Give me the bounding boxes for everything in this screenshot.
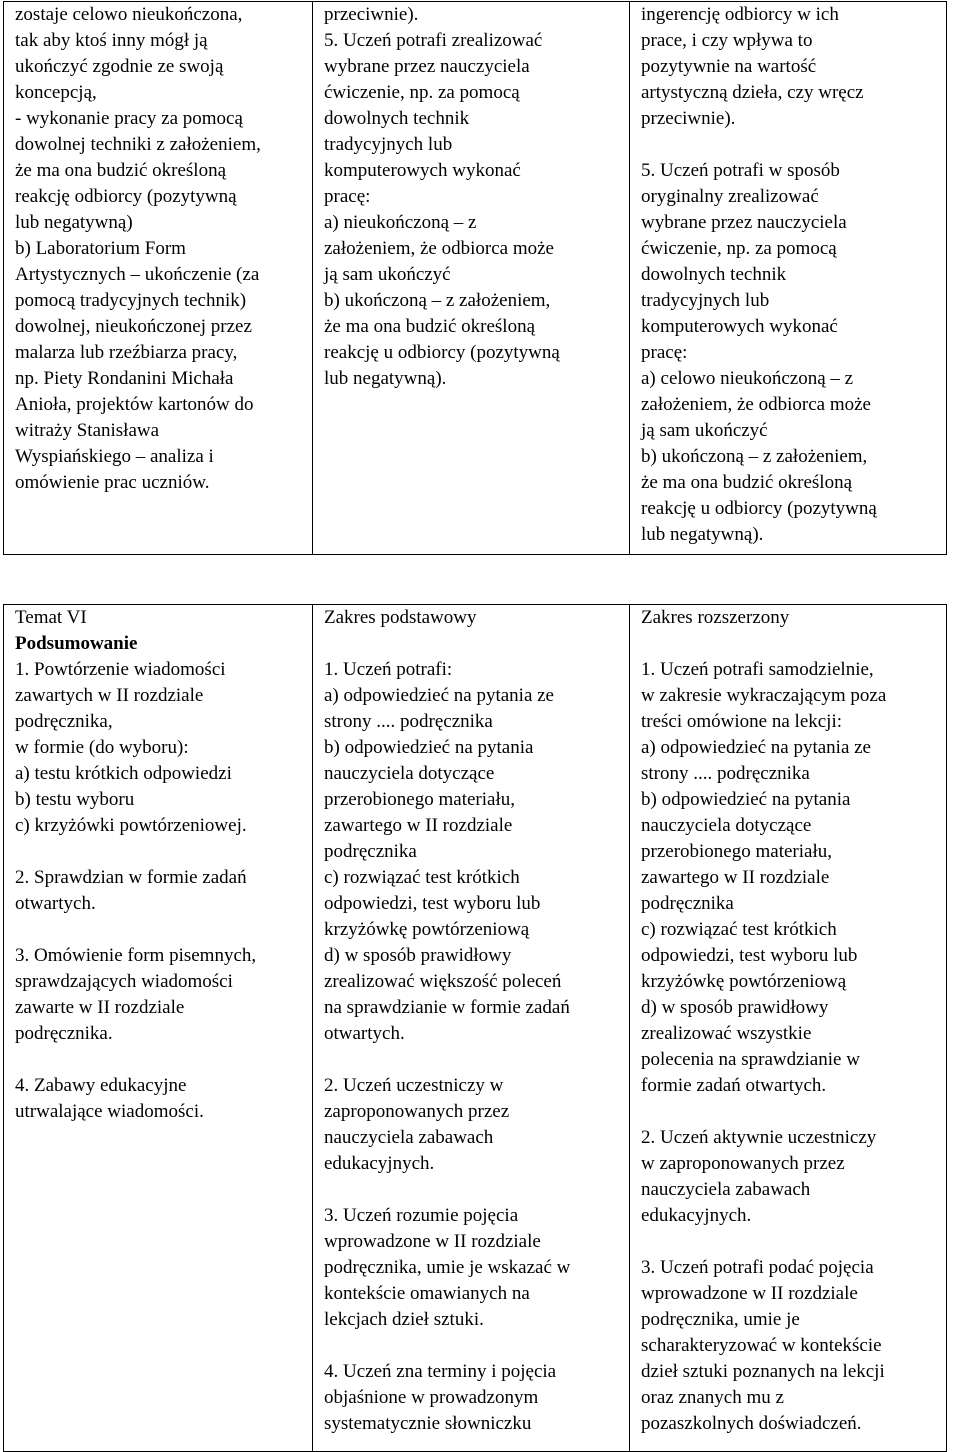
text-line: 5. Uczeń potrafi zrealizować — [324, 30, 543, 51]
text-line: dowolnych technik — [324, 108, 470, 129]
text-line: artystyczną dzieła, czy wręcz — [641, 82, 864, 103]
text-line: sprawdzających wiadomości — [15, 971, 233, 992]
cell-text — [15, 657, 304, 839]
curriculum-table-topic-vi — [3, 604, 947, 1452]
table-row — [4, 2, 947, 555]
text-line: nauczyciela dotyczące — [324, 763, 495, 784]
text-line: omówienie prac uczniów. — [15, 472, 210, 493]
text-line: systematycznie słowniczku — [324, 1413, 532, 1434]
text-line: np. Piety Rondanini Michała — [15, 368, 234, 389]
text-line: przeciwnie). — [324, 4, 419, 25]
text-line: nauczyciela zabawach — [324, 1127, 494, 1148]
text-line: formie zadań otwartych. — [641, 1075, 827, 1096]
text-line: a) odpowiedzieć na pytania ze — [324, 685, 554, 706]
text-line: Anioła, projektów kartonów do — [15, 394, 254, 415]
text-line: malarza lub rzeźbiarza pracy, — [15, 342, 238, 363]
text-line: tak aby ktoś inny mógł ją — [15, 30, 208, 51]
text-line: treści omówione na lekcji: — [641, 711, 843, 732]
text-line: pracę: — [641, 342, 688, 363]
text-line: Wyspiańskiego – analiza i — [15, 446, 214, 467]
text-line: 5. Uczeń potrafi w sposób — [641, 160, 840, 181]
text-line: zawartego w II rozdziale — [324, 815, 513, 836]
text-line: pozaszkolnych doświadczeń. — [641, 1413, 862, 1434]
text-line: edukacyjnych. — [324, 1153, 435, 1174]
text-line: 4. Zabawy edukacyjne — [15, 1075, 187, 1096]
text-line: strony .... podręcznika — [324, 711, 493, 732]
cell-text — [641, 158, 938, 548]
text-line: odpowiedzi, test wyboru lub — [641, 945, 858, 966]
text-line: podręcznika, umie je — [641, 1309, 800, 1330]
topic-title: Podsumowanie — [15, 633, 138, 654]
text-line: c) rozwiązać test krótkich — [324, 867, 520, 888]
cell-text — [641, 2, 938, 132]
text-line: 1. Uczeń potrafi samodzielnie, — [641, 659, 874, 680]
text-line: zawartego w II rozdziale — [641, 867, 830, 888]
basic-scope-cell — [313, 2, 630, 555]
text-line: zostaje celowo nieukończona, — [15, 4, 243, 25]
text-line: ingerencję odbiorcy w ich — [641, 4, 839, 25]
text-line: - wykonanie pracy za pomocą — [15, 108, 243, 129]
text-line: zrealizować większość poleceń — [324, 971, 562, 992]
text-line: założeniem, że odbiorca może — [641, 394, 871, 415]
text-line: że ma ona budzić określoną — [641, 472, 853, 493]
curriculum-table-continued — [3, 1, 947, 555]
text-line: wprowadzone w II rozdziale — [641, 1283, 858, 1304]
text-line: w formie (do wyboru): — [15, 737, 189, 758]
text-line: 4. Uczeń zna terminy i pojęcia — [324, 1361, 557, 1382]
text-line: komputerowych wykonać — [324, 160, 521, 181]
text-line: reakcję odbiorcy (pozytywną — [15, 186, 237, 207]
text-line: wprowadzone w II rozdziale — [324, 1231, 541, 1252]
text-line: zawartych w II rozdziale — [15, 685, 204, 706]
text-line: otwartych. — [324, 1023, 405, 1044]
text-line: lub negatywną). — [641, 524, 764, 545]
text-line: w zaproponowanych przez — [641, 1153, 845, 1174]
text-line: lekcjach dzieł sztuki. — [324, 1309, 484, 1330]
text-line: 1. Uczeń potrafi: — [324, 659, 453, 680]
text-line: 1. Powtórzenie wiadomości — [15, 659, 226, 680]
text-line: dowolnej, nieukończonej przez — [15, 316, 252, 337]
text-line: przerobionego materiału, — [324, 789, 515, 810]
text-line: b) ukończoną – z założeniem, — [641, 446, 868, 467]
cell-text — [15, 865, 304, 917]
text-line: 3. Uczeń potrafi podać pojęcia — [641, 1257, 874, 1278]
text-line: podręcznika, — [15, 711, 113, 732]
text-line: reakcję u odbiorcy (pozytywną — [324, 342, 560, 363]
cell-text — [324, 2, 621, 392]
text-line: że ma ona budzić określoną — [15, 160, 227, 181]
text-line: pozytywnie na wartość — [641, 56, 817, 77]
text-line: witraży Stanisława — [15, 420, 160, 441]
text-line: zaproponowanych przez — [324, 1101, 510, 1122]
text-line: odpowiedzi, test wyboru lub — [324, 893, 541, 914]
text-line: ćwiczenie, np. za pomocą — [324, 82, 520, 103]
text-line: scharakteryzować w kontekście — [641, 1335, 882, 1356]
text-line: strony .... podręcznika — [641, 763, 810, 784]
text-line: utrwalające wiadomości. — [15, 1101, 204, 1122]
text-line: wybrane przez nauczyciela — [641, 212, 847, 233]
text-line: podręcznika. — [15, 1023, 113, 1044]
text-line: c) rozwiązać test krótkich — [641, 919, 837, 940]
extended-scope-cell — [630, 2, 947, 555]
text-line: krzyżówkę powtórzeniową — [641, 971, 847, 992]
cell-text — [15, 2, 304, 496]
cell-text — [641, 1255, 938, 1437]
text-line: lub negatywną). — [324, 368, 447, 389]
text-line: zrealizować wszystkie — [641, 1023, 812, 1044]
topic-cell — [4, 605, 313, 1452]
table-row — [4, 605, 947, 1452]
text-line: podręcznika, umie je wskazać w — [324, 1257, 571, 1278]
text-line: nauczyciela dotyczące — [641, 815, 812, 836]
text-line: a) testu krótkich odpowiedzi — [15, 763, 232, 784]
text-line: b) odpowiedzieć na pytania — [641, 789, 851, 810]
text-line: b) Laboratorium Form — [15, 238, 186, 259]
cell-text — [15, 943, 304, 1047]
text-line: lub negatywną) — [15, 212, 133, 233]
text-line: w zakresie wykraczającym poza — [641, 685, 887, 706]
text-line: podręcznika — [641, 893, 734, 914]
text-line: Artystycznych – ukończenie (za — [15, 264, 260, 285]
text-line: a) nieukończoną – z — [324, 212, 477, 233]
text-line: prace, i czy wpływa to — [641, 30, 813, 51]
text-line: reakcję u odbiorcy (pozytywną — [641, 498, 877, 519]
extended-scope-cell — [630, 605, 947, 1452]
text-line: ją sam ukończyć — [641, 420, 768, 441]
text-line: ćwiczenie, np. za pomocą — [641, 238, 837, 259]
text-line: że ma ona budzić określoną — [324, 316, 536, 337]
text-line: 2. Sprawdzian w formie zadań — [15, 867, 247, 888]
cell-text — [641, 657, 938, 1099]
column-heading: Zakres podstawowy — [324, 607, 477, 628]
column-heading: Zakres rozszerzony — [641, 607, 790, 628]
text-line: ukończyć zgodnie ze swoją — [15, 56, 224, 77]
text-line: kontekście omawianych na — [324, 1283, 530, 1304]
text-line: tradycyjnych lub — [324, 134, 453, 155]
text-line: dzieł sztuki poznanych na lekcji — [641, 1361, 885, 1382]
text-line: zawarte w II rozdziale — [15, 997, 185, 1018]
cell-text — [324, 1359, 621, 1437]
text-line: 2. Uczeń aktywnie uczestniczy — [641, 1127, 877, 1148]
text-line: krzyżówkę powtórzeniową — [324, 919, 530, 940]
text-line: pracę: — [324, 186, 371, 207]
topic-heading: Temat VI — [15, 607, 87, 628]
cell-text — [324, 1203, 621, 1333]
cell-text — [324, 1073, 621, 1177]
text-line: przerobionego materiału, — [641, 841, 832, 862]
text-line: dowolnej techniki z założeniem, — [15, 134, 261, 155]
text-line: ją sam ukończyć — [324, 264, 451, 285]
text-line: 2. Uczeń uczestniczy w — [324, 1075, 504, 1096]
text-line: wybrane przez nauczyciela — [324, 56, 530, 77]
text-line: podręcznika — [324, 841, 417, 862]
text-line: a) odpowiedzieć na pytania ze — [641, 737, 871, 758]
text-line: dowolnych technik — [641, 264, 787, 285]
text-line: 3. Uczeń rozumie pojęcia — [324, 1205, 519, 1226]
cell-text — [641, 1125, 938, 1229]
cell-text — [15, 1073, 304, 1125]
text-line: b) testu wyboru — [15, 789, 135, 810]
text-line: polecenia na sprawdzianie w — [641, 1049, 860, 1070]
text-line: koncepcją, — [15, 82, 97, 103]
text-line: c) krzyżówki powtórzeniowej. — [15, 815, 247, 836]
text-line: objaśnione w prowadzonym — [324, 1387, 539, 1408]
basic-scope-cell — [313, 605, 630, 1452]
text-line: przeciwnie). — [641, 108, 736, 129]
text-line: komputerowych wykonać — [641, 316, 838, 337]
text-line: na sprawdzianie w formie zadań — [324, 997, 570, 1018]
text-line: a) celowo nieukończoną – z — [641, 368, 854, 389]
topic-cell — [4, 2, 313, 555]
text-line: d) w sposób prawidłowy — [641, 997, 829, 1018]
text-line: 3. Omówienie form pisemnych, — [15, 945, 257, 966]
text-line: pomocą tradycyjnych technik) — [15, 290, 247, 311]
text-line: b) ukończoną – z założeniem, — [324, 290, 551, 311]
text-line: założeniem, że odbiorca może — [324, 238, 554, 259]
text-line: oraz znanych mu z — [641, 1387, 784, 1408]
text-line: otwartych. — [15, 893, 96, 914]
text-line: edukacyjnych. — [641, 1205, 752, 1226]
text-line: nauczyciela zabawach — [641, 1179, 811, 1200]
cell-text — [324, 657, 621, 1047]
text-line: oryginalny zrealizować — [641, 186, 819, 207]
text-line: b) odpowiedzieć na pytania — [324, 737, 534, 758]
text-line: tradycyjnych lub — [641, 290, 770, 311]
text-line: d) w sposób prawidłowy — [324, 945, 512, 966]
